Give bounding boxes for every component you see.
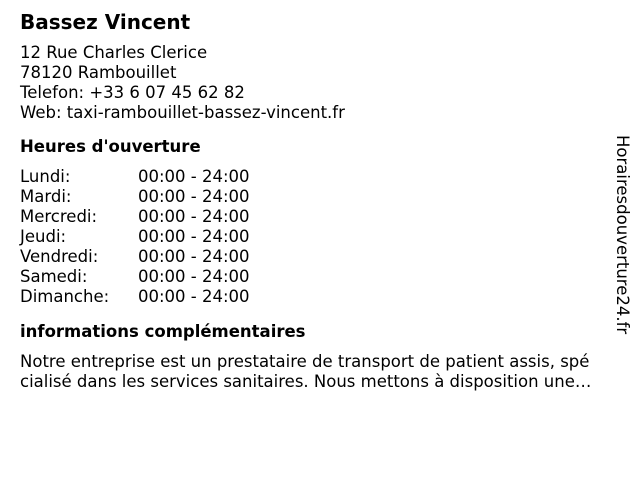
- address-line-2: 78120 Rambouillet: [20, 63, 177, 82]
- time-range: 00:00 - 24:00: [138, 267, 250, 286]
- day-label: Mardi:: [20, 187, 72, 206]
- day-label: Jeudi:: [20, 227, 67, 246]
- info-text-line-1: Notre entreprise est un prestataire de transport de patient assis, spé: [20, 352, 590, 371]
- opening-hours-heading: Heures d'ouverture: [20, 137, 201, 156]
- day-label: Vendredi:: [20, 247, 99, 266]
- time-range: 00:00 - 24:00: [138, 207, 250, 226]
- website-line: Web: taxi-rambouillet-bassez-vincent.fr: [20, 103, 345, 122]
- site-watermark: Horairesdouverture24.fr: [613, 135, 632, 335]
- time-range: 00:00 - 24:00: [138, 287, 250, 306]
- hours-row-thursday: [20, 227, 610, 247]
- hours-row-saturday: [20, 267, 610, 287]
- additional-info-heading: informations complémentaires: [20, 322, 306, 341]
- day-label: Dimanche:: [20, 287, 110, 306]
- time-range: 00:00 - 24:00: [138, 167, 250, 186]
- time-range: 00:00 - 24:00: [138, 187, 250, 206]
- day-label: Lundi:: [20, 167, 71, 186]
- contact-block: [20, 43, 610, 123]
- day-label: Mercredi:: [20, 207, 98, 226]
- hours-row-wednesday: [20, 207, 610, 227]
- hours-row-sunday: [20, 287, 610, 307]
- hours-row-friday: [20, 247, 610, 267]
- info-text-line-2: cialisé dans les services sanitaires. Nous mettons à disposition une…: [20, 372, 592, 391]
- time-range: 00:00 - 24:00: [138, 227, 250, 246]
- hours-row-tuesday: [20, 187, 610, 207]
- day-label: Samedi:: [20, 267, 88, 286]
- business-name: Bassez Vincent: [20, 10, 191, 34]
- additional-info-text: [20, 352, 620, 392]
- address-line-1: 12 Rue Charles Clerice: [20, 43, 208, 62]
- opening-hours-table: [20, 167, 610, 307]
- time-range: 00:00 - 24:00: [138, 247, 250, 266]
- business-card: [20, 9, 610, 392]
- hours-row-monday: [20, 167, 610, 187]
- phone-number: Telefon: +33 6 07 45 62 82: [20, 83, 245, 102]
